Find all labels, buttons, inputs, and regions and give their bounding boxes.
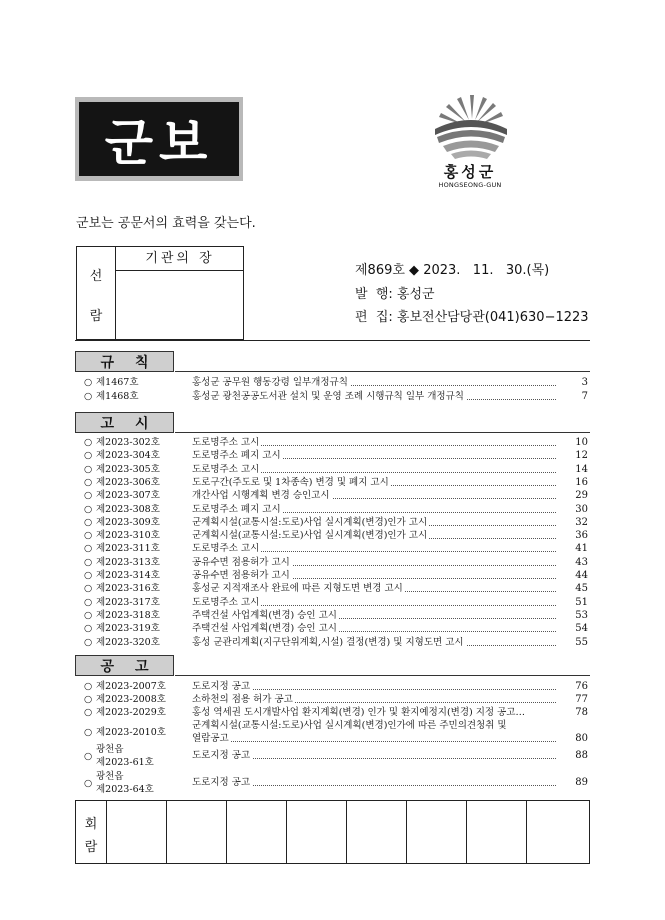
entry-title: 주택건설 사업계획(변경) 승인 고시 <box>192 623 337 635</box>
section-heading-notices <box>75 412 174 433</box>
editor-line: 편 집: 홍보전산담당관(041)630−1223 <box>355 310 589 325</box>
list-item[interactable]: ○ 광천읍 제2023-64호 도로지정 공고 89 <box>84 771 588 795</box>
entry-number: 제2023-319호 <box>96 623 160 635</box>
county-logo <box>425 93 515 195</box>
review-cell[interactable] <box>106 801 167 863</box>
entry-title-continued: 열람공고 <box>192 733 229 744</box>
entry-page: 3 <box>581 377 588 388</box>
review-table <box>75 800 590 864</box>
entry-title: 도로지정 공고 <box>192 681 251 692</box>
list-item[interactable]: ○ 광천읍 제2023-61호 도로지정 공고 88 <box>84 744 588 768</box>
entry-number: 제2023-317호 <box>96 596 160 608</box>
list-item[interactable]: ○ 제2023-2008호 소하천의 점용 허가 공고 77 <box>84 694 588 705</box>
entry-title: 홍성군 지적재조사 완료에 따른 지형도면 변경 고시 <box>192 583 403 595</box>
entry-number: 제2023-311호 <box>96 543 160 555</box>
entry-number: 제1468호 <box>96 391 139 402</box>
entry-page: 51 <box>575 596 588 608</box>
list-item[interactable]: ○ 제2023-319호 주택건설 사업계획(변경) 승인 고시 54 <box>84 623 588 635</box>
list-item[interactable]: ○ 제2023-309호 군계획시설(교통시설:도로)사업 실시계획(변경)인가 고시 32 <box>84 516 588 528</box>
entry-number: 제2023-64호 <box>96 784 154 795</box>
entry-page: 41 <box>575 543 588 555</box>
section-heading-char: 시 <box>134 415 149 432</box>
entry-title: 도로명주소 고시 <box>192 543 260 555</box>
entry-page: 54 <box>575 623 588 635</box>
section-underline <box>175 371 590 372</box>
publisher-line: 발 행: 홍성군 <box>355 287 435 302</box>
bulletin-title-box <box>75 97 243 181</box>
entry-number: 제2023-318호 <box>96 609 160 621</box>
entry-number: 제2023-308호 <box>96 503 160 515</box>
list-item[interactable]: ○ 제2023-2007호 도로지정 공고 76 <box>84 681 588 692</box>
entry-title: 도로명주소 폐지 고시 <box>192 450 281 462</box>
list-item[interactable]: ○ 제2023-310호 군계획시설(교통시설:도로)사업 실시계획(변경)인가 고시 36 <box>84 530 588 542</box>
logo-county-name: 홍성군 <box>443 163 497 181</box>
entry-number: 제2023-2007호 <box>96 681 166 692</box>
entry-page: 80 <box>575 733 588 744</box>
entry-number: 제2023-307호 <box>96 490 160 502</box>
entry-title: 홍성 군관리계획(지구단위계획,시설) 결정(변경) 및 지형도면 고시 <box>192 636 464 648</box>
section-heading-char: 고 <box>100 415 115 432</box>
routing-label-bottom: 람 <box>89 309 103 324</box>
section-heading-char: 칙 <box>134 354 149 371</box>
entry-number: 제2023-306호 <box>96 476 160 488</box>
entry-title: 도로지정 공고 <box>192 777 251 788</box>
section-heading-rules <box>75 351 174 372</box>
entry-title: 군계획시설(교통시설:도로)사업 실시계획(변경)인가 고시 <box>192 530 428 542</box>
list-item[interactable]: ○ 제2023-311호 도로명주소 고시 41 <box>84 543 588 555</box>
entry-title: 도로명주소 폐지 고시 <box>192 503 281 515</box>
tagline: 군보는 공문서의 효력을 갖는다. <box>76 216 256 231</box>
review-cell[interactable] <box>466 801 527 863</box>
entry-title: 개간사업 시행계획 변경 승인고시 <box>192 490 330 502</box>
entry-title: 소하천의 점용 허가 공고 <box>192 694 293 705</box>
list-item[interactable]: ○ 제2023-305호 도로명주소 고시 14 <box>84 463 588 475</box>
entry-page: 7 <box>581 391 588 402</box>
entry-page: 88 <box>575 750 588 761</box>
list-item[interactable]: ○ 제2023-316호 홍성군 지적재조사 완료에 따른 지형도면 변경 고시 45 <box>84 583 588 595</box>
list-item[interactable]: ○ 제2023-308호 도로명주소 폐지 고시 30 <box>84 503 588 515</box>
entry-title: 공유수면 점용허가 고시 <box>192 556 290 568</box>
list-item[interactable]: ○ 제1467호 홍성군 공무원 행동강령 일부개정규칙 3 <box>84 377 588 388</box>
section-underline <box>175 675 590 676</box>
county-emblem-icon <box>431 93 509 161</box>
entry-issuer: 광천읍 <box>96 771 124 782</box>
entry-title: 도로명주소 고시 <box>192 437 260 448</box>
entry-page: 14 <box>575 463 588 475</box>
entry-title: 공유수면 점용허가 고시 <box>192 570 290 581</box>
section-heading-char: 규 <box>100 354 115 371</box>
entry-page: 29 <box>575 490 588 502</box>
entry-page: 30 <box>575 503 588 515</box>
logo-county-name-english: HONGSEONG-GUN <box>438 181 502 189</box>
list-item[interactable]: ○ 제1468호 홍성군 광천공공도서관 설치 및 운영 조례 시행규칙 일부 개정규칙 7 <box>84 391 588 402</box>
entry-page: 55 <box>575 636 588 648</box>
list-item[interactable]: ○ 제2023-314호 공유수면 점용허가 고시 44 <box>84 570 588 581</box>
list-item[interactable]: ○ 제2023-320호 홍성 군관리계획(지구단위계획,시설) 결정(변경) 및 지형도면 고시 55 <box>84 636 588 648</box>
review-cell[interactable] <box>346 801 407 863</box>
list-item[interactable]: ○ 제2023-2010호 군계획시설(교통시설:도로)사업 실시계획(변경)인가에 따른 주민의견청취 및 열람공고 80 <box>84 720 588 744</box>
list-item[interactable]: ○ 제2023-307호 개간사업 시행계획 변경 승인고시 29 <box>84 490 588 502</box>
section-heading-announcements <box>75 655 174 676</box>
section-underline <box>175 432 590 433</box>
routing-label-column <box>77 247 116 339</box>
review-cell[interactable] <box>226 801 287 863</box>
entry-page: 16 <box>575 476 588 488</box>
list-item[interactable]: ○ 제2023-302호 도로명주소 고시 10 <box>84 437 588 448</box>
entry-page: 32 <box>575 516 588 528</box>
entry-title: 도로구간(주도로 및 1차종속) 변경 및 폐지 고시 <box>192 476 389 488</box>
list-item[interactable]: ○ 제2023-317호 도로명주소 고시 51 <box>84 596 588 608</box>
entry-issuer: 광천읍 <box>96 744 124 755</box>
entry-page: 76 <box>575 681 588 692</box>
entry-number: 제2023-309호 <box>96 516 160 528</box>
entry-page: 44 <box>575 570 588 581</box>
entry-number: 제2023-305호 <box>96 463 160 475</box>
entry-page: 36 <box>575 530 588 542</box>
routing-column-header: 기관의 장 <box>116 247 244 271</box>
entry-title: 도로명주소 고시 <box>192 596 260 608</box>
entry-number: 제2023-2008호 <box>96 694 166 705</box>
list-item[interactable]: ○ 제2023-313호 공유수면 점용허가 고시 43 <box>84 556 588 568</box>
list-item[interactable]: ○ 제2023-2029호 홍성 역세권 도시개발사업 환지계획(변경) 인가 및 환지예정지(변경) 지정 공고… 78 <box>84 707 588 718</box>
entry-page: 77 <box>575 694 588 705</box>
entry-number: 제2023-302호 <box>96 437 160 448</box>
entry-page: 78 <box>575 707 588 718</box>
list-item[interactable]: ○ 제2023-304호 도로명주소 폐지 고시 12 <box>84 450 588 462</box>
review-label-bottom: 람 <box>84 840 98 855</box>
entry-page: 89 <box>575 777 588 788</box>
entry-page: 53 <box>575 609 588 621</box>
header-divider <box>75 340 590 341</box>
entry-number: 제2023-2029호 <box>96 707 166 718</box>
entry-page: 10 <box>575 437 588 448</box>
routing-table <box>76 246 244 340</box>
entry-page: 12 <box>575 450 588 462</box>
section-heading-char: 공 <box>100 658 115 675</box>
entry-title: 군계획시설(교통시설:도로)사업 실시계획(변경)인가에 따른 주민의견청취 및 <box>192 720 507 731</box>
entry-title: 도로지정 공고 <box>192 750 251 761</box>
entry-page: 45 <box>575 583 588 595</box>
list-item[interactable]: ○ 제2023-318호 주택건설 사업계획(변경) 승인 고시 53 <box>84 609 588 621</box>
entry-number: 제2023-2010호 <box>96 727 166 738</box>
entry-title: 홍성군 공무원 행동강령 일부개정규칙 <box>192 377 348 388</box>
entry-number: 제2023-61호 <box>96 757 154 768</box>
entry-number: 제2023-304호 <box>96 450 160 462</box>
entry-number: 제2023-313호 <box>96 556 160 568</box>
entry-title: 도로명주소 고시 <box>192 463 260 475</box>
review-cell[interactable] <box>286 801 347 863</box>
entry-title: 홍성군 광천공공도서관 설치 및 운영 조례 시행규칙 일부 개정규칙 <box>192 391 464 402</box>
entry-title: 홍성 역세권 도시개발사업 환지계획(변경) 인가 및 환지예정지(변경) 지정 공고… <box>192 707 525 718</box>
entry-number: 제2023-310호 <box>96 530 160 542</box>
entry-title: 군계획시설(교통시설:도로)사업 실시계획(변경)인가 고시 <box>192 516 428 528</box>
entry-page: 43 <box>575 556 588 568</box>
section-heading-char: 고 <box>134 658 149 675</box>
review-cell[interactable] <box>166 801 227 863</box>
entry-number: 제2023-316호 <box>96 583 160 595</box>
routing-label-top: 선 <box>89 269 103 284</box>
issue-line: 제869호 ◆ 2023. 11. 30.(목) <box>355 263 550 278</box>
review-label-top: 회 <box>84 817 98 832</box>
review-label-column <box>76 801 107 863</box>
entry-number: 제1467호 <box>96 377 139 388</box>
entry-number: 제2023-320호 <box>96 636 160 648</box>
review-cell[interactable] <box>406 801 467 863</box>
entry-number: 제2023-314호 <box>96 570 160 581</box>
bulletin-title: 군보 <box>79 102 239 176</box>
list-item[interactable]: ○ 제2023-306호 도로구간(주도로 및 1차종속) 변경 및 폐지 고시 16 <box>84 476 588 488</box>
entry-title: 주택건설 사업계획(변경) 승인 고시 <box>192 609 337 621</box>
